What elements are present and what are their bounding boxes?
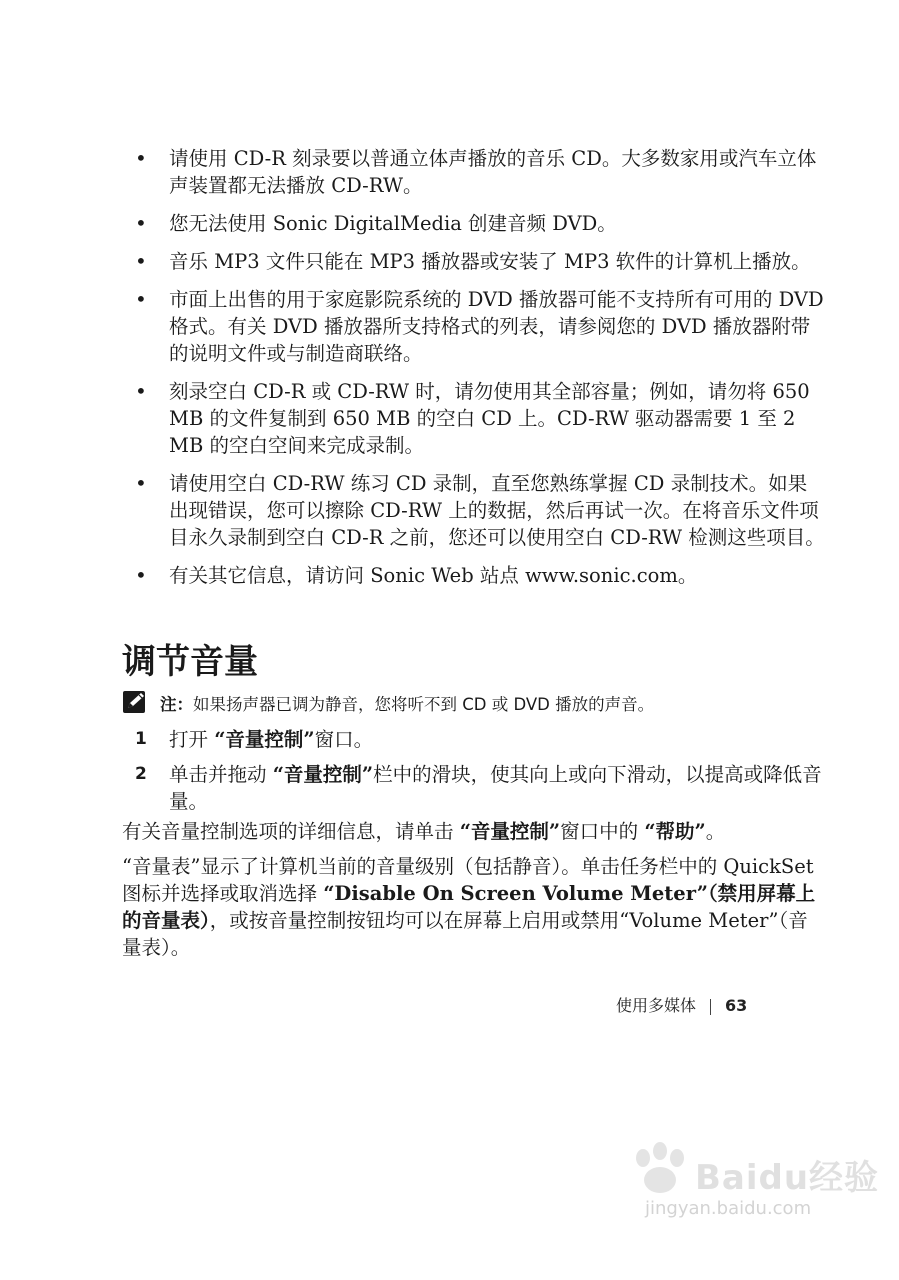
watermark-url: jingyan.baidu.com [645,1198,812,1219]
step-number: 2 [135,764,147,784]
page-number: 63 [725,996,748,1015]
bullet-text: 市面上出售的用于家庭影院系统的 DVD 播放器可能不支持所有可用的 DVD 格式。有关 DVD 播放器所支持格式的列表，请参阅您的 DVD 播放器附带的说明文件或与制造商联络。 [169,288,824,365]
bullet-dot: • [135,563,147,587]
note-pencil-icon [122,690,152,721]
step-ui-term: “音量控制” [272,763,374,786]
bullet-dot: • [135,146,147,170]
baidu-watermark [625,1140,880,1235]
note [122,690,822,721]
step-1 [135,726,825,753]
step-text-post: 窗口。 [314,728,374,751]
bullet-text: 您无法使用 Sonic DigitalMedia 创建音频 DVD。 [169,212,617,235]
step-text-pre: 打开 [169,728,215,751]
para-ui-term: “帮助” [644,820,706,843]
step-number: 1 [135,729,147,749]
bullet-item-capacity [135,378,825,459]
para-text: ，或按音量控制按钮均可以在屏幕上启用或禁用“Volume Meter”（音量表）。 [122,909,808,959]
para-ui-term: “Disable On Screen Volume Meter”（禁用屏幕上的音量表） [122,882,816,932]
tips-bullet-list [135,145,825,600]
para-text: 有关音量控制选项的详细信息，请单击 [122,820,460,843]
bullet-dot: • [135,379,147,403]
section-heading: 调节音量 [122,642,258,682]
step-ui-term: “音量控制” [214,728,315,751]
para-text: 。 [705,820,726,843]
volume-meter-paragraph [122,853,822,961]
para-ui-term: “音量控制” [459,820,561,843]
bullet-item-dvd-formats [135,286,825,367]
note-text: 如果扬声器已调为静音，您将听不到 CD 或 DVD 播放的声音。 [193,695,655,714]
bullet-item-cdr [135,145,825,199]
volume-help-paragraph [122,818,822,845]
bullet-text: 请使用空白 CD-RW 练习 CD 录制，直至您熟练掌握 CD 录制技术。如果出现错误，您可以擦除 CD-RW 上的数据，然后再试一次。在将音乐文件项目永久录制到空白 CD-R 之前，您还可以使用空白 CD-RW 检测这些项目。 [169,472,825,549]
bullet-dot: • [135,287,147,311]
footer-separator [710,999,711,1015]
paw-icon [625,1140,695,1200]
bullet-item-practice [135,470,825,551]
note-label: 注： [160,695,193,714]
bullet-dot: • [135,211,147,235]
bullet-text: 刻录空白 CD-R 或 CD-RW 时，请勿使用其全部容量；例如，请勿将 650 MB 的文件复制到 650 MB 的空白 CD 上。CD-RW 驱动器需要 1 至 2 MB 的空白空间来完成录制。 [169,380,810,457]
step-2 [135,761,825,815]
bullet-item-website [135,562,825,589]
bullet-item-dvd-audio [135,210,825,237]
watermark-brand: Baidu经验 [695,1158,880,1198]
bullet-dot: • [135,471,147,495]
bullet-item-mp3 [135,248,825,275]
footer-section-title: 使用多媒体 [616,996,697,1015]
bullet-text: 音乐 MP3 文件只能在 MP3 播放器或安装了 MP3 软件的计算机上播放。 [169,250,811,273]
steps-list [135,726,825,823]
step-text-pre: 单击并拖动 [169,763,273,786]
bullet-dot: • [135,249,147,273]
page-footer [616,993,747,1016]
step-text-post: 栏中的滑块，使其向上或向下滑动，以提高或降低音量。 [169,763,822,813]
para-text: “音量表”显示了计算机当前的音量级别（包括静音）。单击任务栏中的 QuickSet 图标并选择或取消选择 [122,855,814,905]
bullet-text: 有关其它信息，请访问 Sonic Web 站点 www.sonic.com。 [169,564,698,587]
para-text: 窗口中的 [560,820,645,843]
bullet-text: 请使用 CD-R 刻录要以普通立体声播放的音乐 CD。大多数家用或汽车立体声装置都无法播放 CD-RW。 [169,147,817,197]
